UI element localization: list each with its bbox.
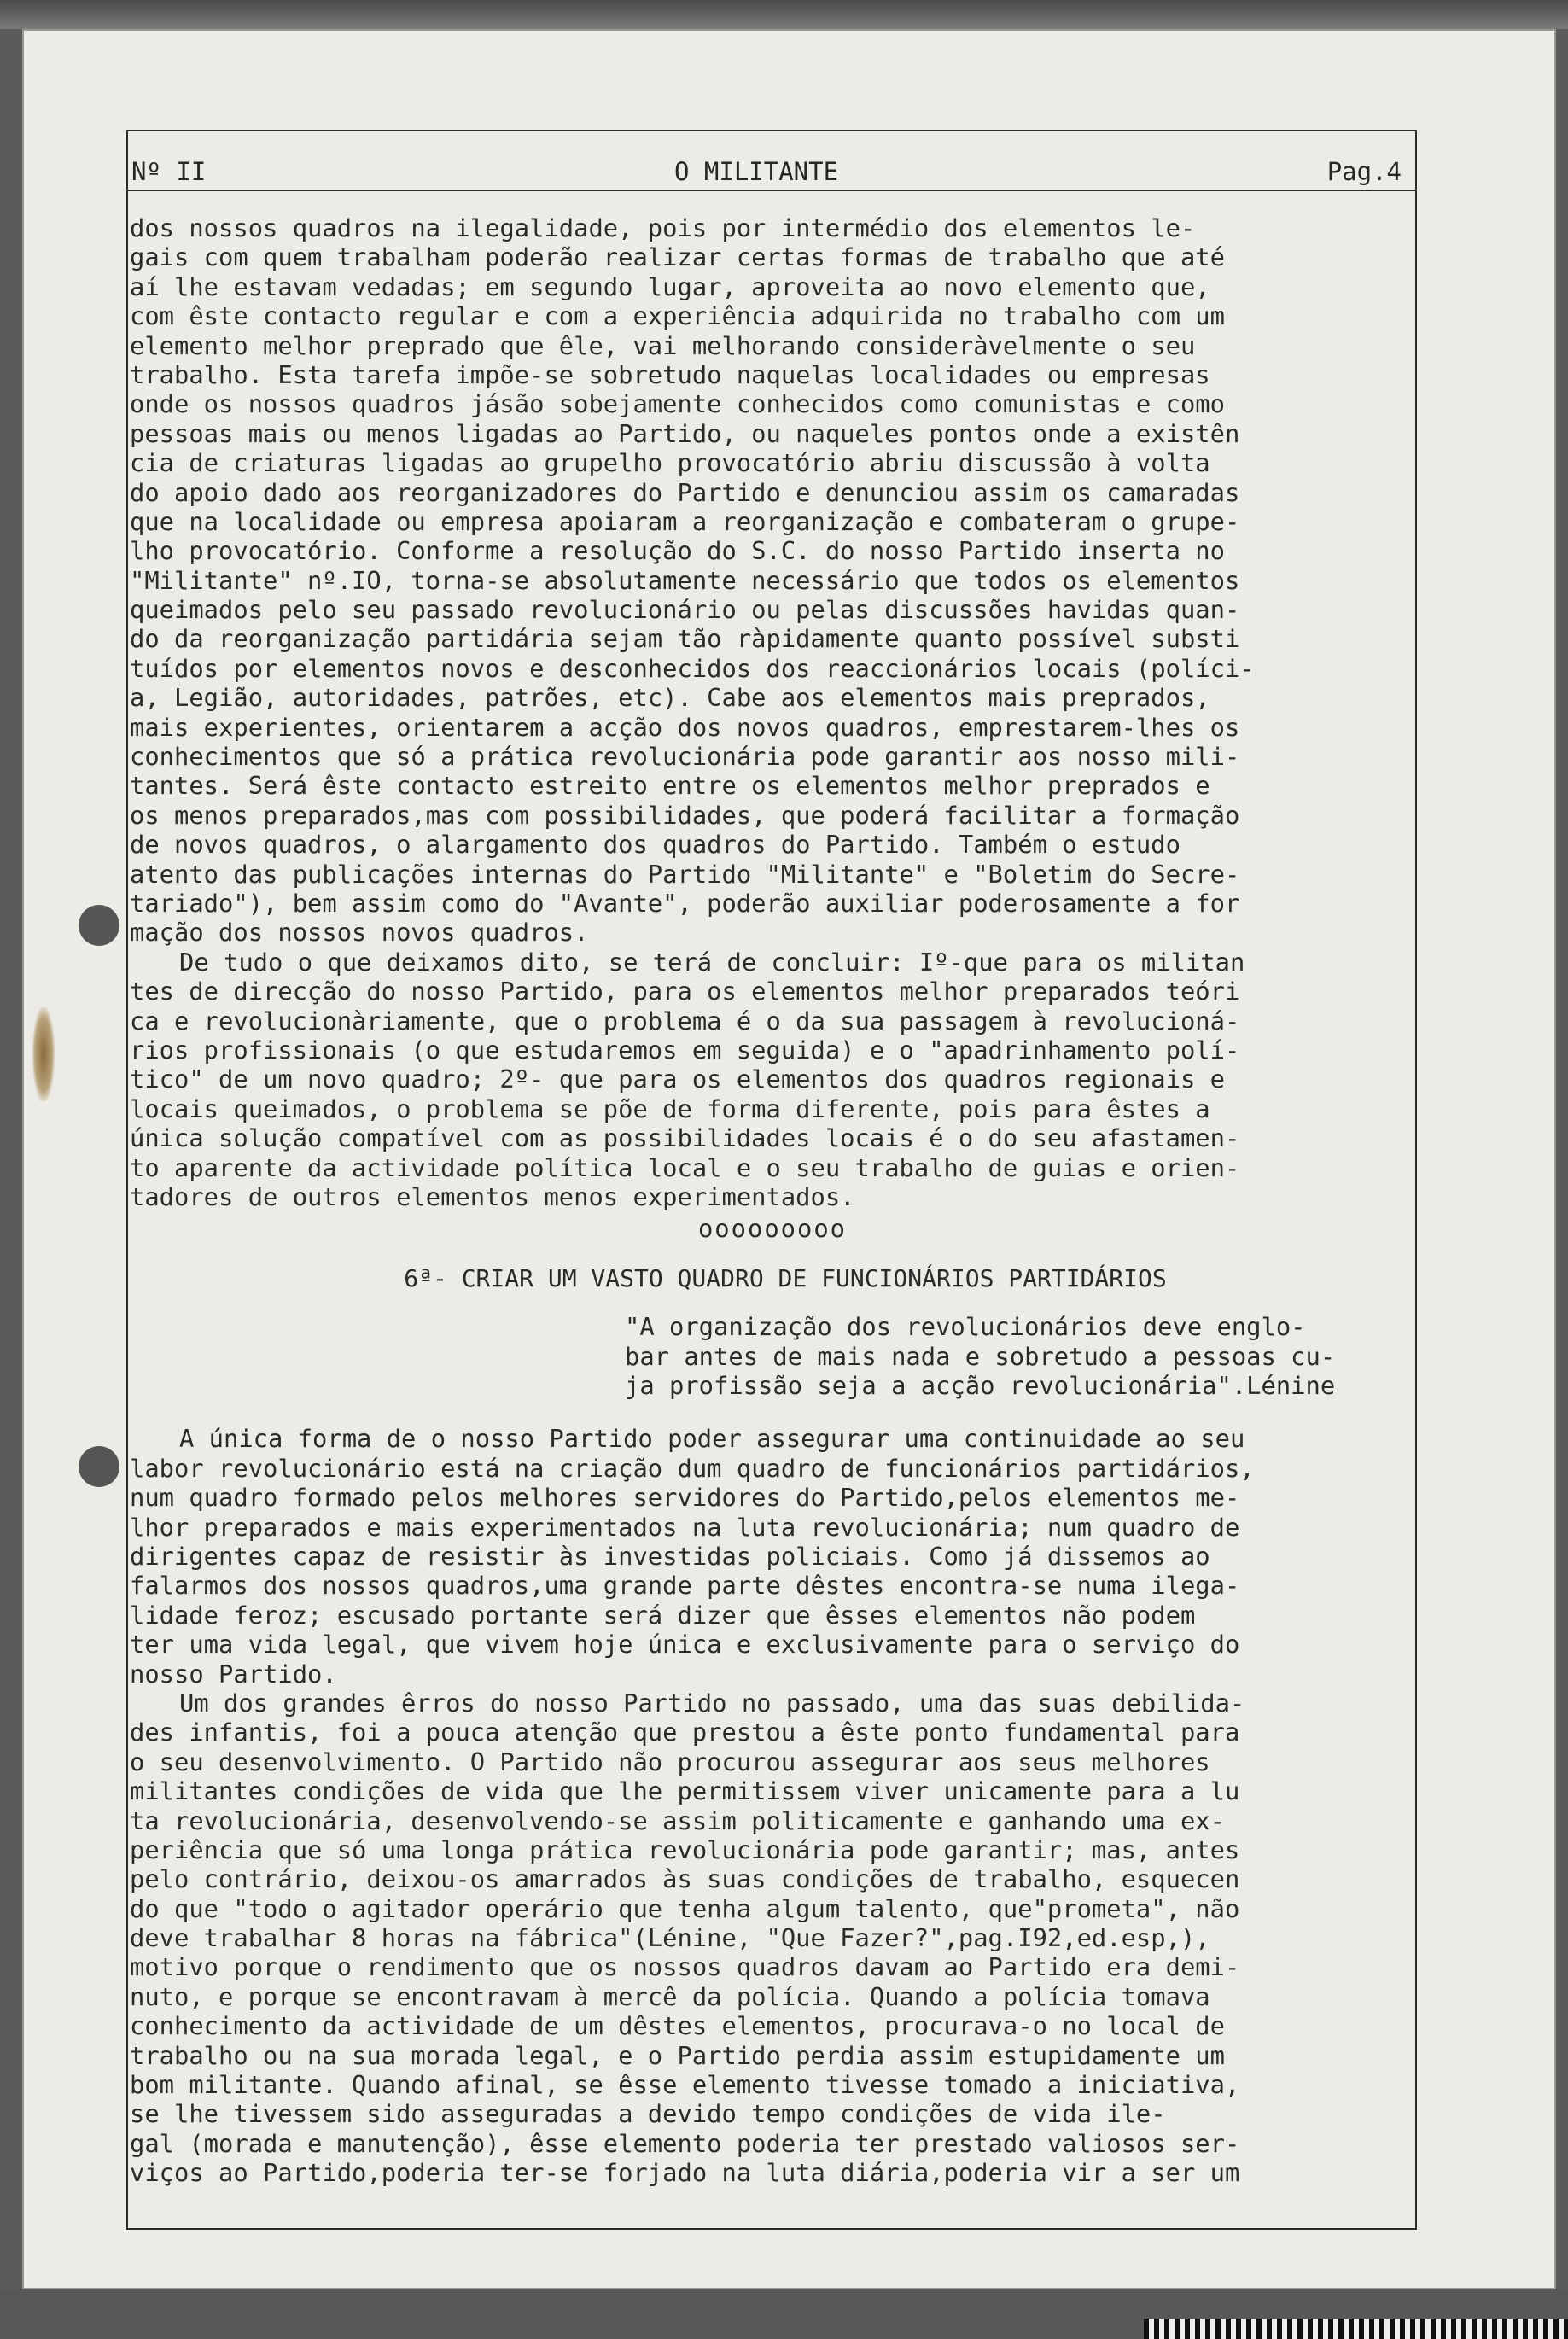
- punch-hole: [79, 905, 119, 946]
- text-line: A única forma de o nosso Partido poder assegurar uma continuidade ao seu: [179, 1424, 1245, 1454]
- paragraph: [130, 1424, 1415, 1689]
- text-line: do apoio dado aos reorganizadores do Partido e denunciou assim os camaradas: [130, 477, 1240, 507]
- issue-number: Nº II: [131, 157, 207, 186]
- text-line: tariado"), bem assim como do "Avante", poderão auxiliar poderosamente a for: [130, 888, 1240, 918]
- publication-title: O MILITANTE: [674, 157, 839, 186]
- paragraph: [130, 948, 1415, 1212]
- page-body: [130, 213, 1415, 2188]
- text-line: lho provocatório. Conforme a resolução do S.C. do nosso Partido inserta no: [130, 536, 1225, 566]
- text-line: periência que só uma longa prática revolucionária pode garantir; mas, antes: [130, 1834, 1240, 1864]
- text-line: se lhe tivessem sido asseguradas a devido tempo condições de vida ile-: [130, 2099, 1166, 2129]
- section-separator: ooooooooo: [697, 1214, 848, 1244]
- text-line: ja profissão seja a acção revolucionária".Lénine: [625, 1371, 1336, 1401]
- text-line: des infantis, foi a pouca atenção que prestou a êste ponto fundamental para: [130, 1718, 1240, 1747]
- text-line: de novos quadros, o alargamento dos quadros do Partido. Também o estudo: [130, 830, 1180, 860]
- text-line: lhor preparados e mais experimentados na luta revolucionária; num quadro de: [130, 1512, 1240, 1542]
- text-line: falarmos dos nossos quadros,uma grande parte dêstes encontra-se numa ilega-: [130, 1571, 1240, 1601]
- text-line: mação dos nossos novos quadros.: [130, 918, 589, 948]
- text-line: gal (morada e manutenção), êsse elemento poderia ter prestado valiosos ser-: [130, 2128, 1240, 2158]
- text-line: nuto, e porque se encontravam à mercê da polícia. Quando a polícia tomava: [130, 1981, 1210, 2011]
- punch-hole: [79, 1446, 119, 1487]
- text-line: a, Legião, autoridades, patrões, etc). Cabe aos elementos mais preprados,: [130, 683, 1210, 713]
- text-line: deve trabalhar 8 horas na fábrica"(Lénine, "Que Fazer?",pag.I92,ed.esp,),: [130, 1923, 1210, 1953]
- text-line: o seu desenvolvimento. O Partido não procurou assegurar aos seus melhores: [130, 1747, 1210, 1776]
- text-line: num quadro formado pelos melhores servidores do Partido,pelos elementos me-: [130, 1483, 1240, 1513]
- text-line: os menos preparados,mas com possibilidades, que poderá facilitar a formação: [130, 800, 1240, 830]
- scanner-background-top: [0, 0, 1568, 29]
- header-rule: [126, 190, 1417, 191]
- text-line: viços ao Partido,poderia ter-se forjado na luta diária,poderia vir a ser um: [130, 2158, 1240, 2188]
- text-line: locais queimados, o problema se põe de forma diferente, pois para êstes a: [130, 1094, 1210, 1123]
- text-line: onde os nossos quadros jásão sobejamente conhecidos como comunistas e como: [130, 389, 1225, 419]
- text-line: atento das publicações internas do Partido "Militante" e "Boletim do Secre-: [130, 859, 1240, 889]
- paragraph: [130, 1689, 1415, 2188]
- text-line: queimados pelo seu passado revolucionário ou pelas discussões havidas quan-: [130, 595, 1240, 625]
- text-line: trabalho. Esta tarefa impõe-se sobretudo naquelas localidades ou empresas: [130, 359, 1210, 389]
- scan-calibration-ruler: [1144, 2319, 1568, 2339]
- text-line: lidade feroz; escusado portante será dizer que êsses elementos não podem: [130, 1600, 1196, 1630]
- text-line: tuídos por elementos novos e desconhecidos dos reaccionários locais (políci-: [130, 653, 1255, 683]
- text-line: rios profissionais (o que estudaremos em seguida) e o "apadrinhamento polí-: [130, 1035, 1240, 1065]
- section-title: 6ª- CRIAR UM VASTO QUADRO DE FUNCIONÁRIOS PARTIDÁRIOS: [404, 1264, 1167, 1293]
- text-line: aí lhe estavam vedadas; em segundo lugar, aproveita ao novo elemento que,: [130, 271, 1210, 301]
- rust-stain: [32, 1007, 55, 1101]
- text-line: gais com quem trabalham poderão realizar certas formas de trabalho que até: [130, 242, 1225, 272]
- text-line: militantes condições de vida que lhe permitissem viver unicamente para a lu: [130, 1776, 1240, 1806]
- text-line: conhecimentos que só a prática revolucionária pode garantir aos nosso mili-: [130, 742, 1240, 772]
- text-line: trabalho ou na sua morada legal, e o Partido perdia assim estupidamente um: [130, 2040, 1225, 2070]
- text-line: do da reorganização partidária sejam tão ràpidamente quanto possível substi: [130, 624, 1240, 654]
- text-line: motivo porque o rendimento que os nossos quadros davam ao Partido era demi-: [130, 1952, 1240, 1982]
- text-line: tadores de outros elementos menos experimentados.: [130, 1181, 855, 1211]
- text-line: "Militante" nº.IO, torna-se absolutamente necessário que todos os elementos: [130, 565, 1240, 595]
- text-line: ter uma vida legal, que vivem hoje única e exclusivamente para o serviço do: [130, 1630, 1240, 1659]
- text-line: ca e revolucionàriamente, que o problema é o da sua passagem à revolucioná-: [130, 1006, 1240, 1035]
- text-line: dos nossos quadros na ilegalidade, pois por intermédio dos elementos le-: [130, 213, 1196, 242]
- text-line: bar antes de mais nada e sobretudo a pessoas cu-: [625, 1341, 1336, 1371]
- spacer: [130, 1400, 1415, 1424]
- text-line: tico" de um novo quadro; 2º- que para os elementos dos quadros regionais e: [130, 1065, 1225, 1094]
- text-line: cia de criaturas ligadas ao grupelho provocatório abriu discussão à volta: [130, 448, 1210, 478]
- page-number: Pag.4: [1326, 157, 1402, 186]
- text-line: mais experientes, orientarem a acção dos novos quadros, emprestarem-lhes os: [130, 712, 1240, 742]
- text-line: única solução compatível com as possibilidades locais é o do seu afastamen-: [130, 1123, 1240, 1153]
- text-line: do que "todo o agitador operário que tenha algum talento, que"prometa", não: [130, 1893, 1240, 1923]
- text-line: com êste contacto regular e com a experiência adquirida no trabalho com um: [130, 301, 1225, 331]
- text-line: pessoas mais ou menos ligadas ao Partido, ou naqueles pontos onde a existên: [130, 418, 1240, 448]
- text-line: conhecimento da actividade de um dêstes elementos, procurava-o no local de: [130, 2011, 1225, 2041]
- text-line: dirigentes capaz de resistir às investidas policiais. Como já dissemos ao: [130, 1542, 1210, 1572]
- text-line: De tudo o que deixamos dito, se terá de concluir: Iº-que para os militan: [179, 947, 1245, 977]
- text-line: Um dos grandes êrros do nosso Partido no passado, uma das suas debilida-: [179, 1688, 1245, 1718]
- text-line: labor revolucionário está na criação dum quadro de funcionários partidários,: [130, 1453, 1255, 1483]
- text-line: nosso Partido.: [130, 1659, 337, 1689]
- text-line: tantes. Será êste contacto estreito entre os elementos melhor preprados e: [130, 771, 1210, 801]
- paragraph: [130, 213, 1415, 948]
- text-line: que na localidade ou empresa apoiaram a reorganização e combateram o grupe-: [130, 506, 1240, 536]
- text-line: elemento melhor preprado que êle, vai melhorando consideràvelmente o seu: [130, 330, 1196, 360]
- text-line: tes de direcção do nosso Partido, para os elementos melhor preparados teóri: [130, 977, 1240, 1006]
- text-line: to aparente da actividade política local e o seu trabalho de guias e orien-: [130, 1152, 1240, 1182]
- text-line: pelo contrário, deixou-os amarrados às suas condições de trabalho, esquecen: [130, 1864, 1240, 1894]
- text-line: bom militante. Quando afinal, se êsse elemento tivesse tomado a iniciativa,: [130, 2070, 1240, 2100]
- epigraph: [130, 1312, 1415, 1400]
- text-line: ta revolucionária, desenvolvendo-se assim politicamente e ganhando uma ex-: [130, 1805, 1225, 1835]
- text-line: "A organização dos revolucionários deve englo-: [625, 1312, 1306, 1342]
